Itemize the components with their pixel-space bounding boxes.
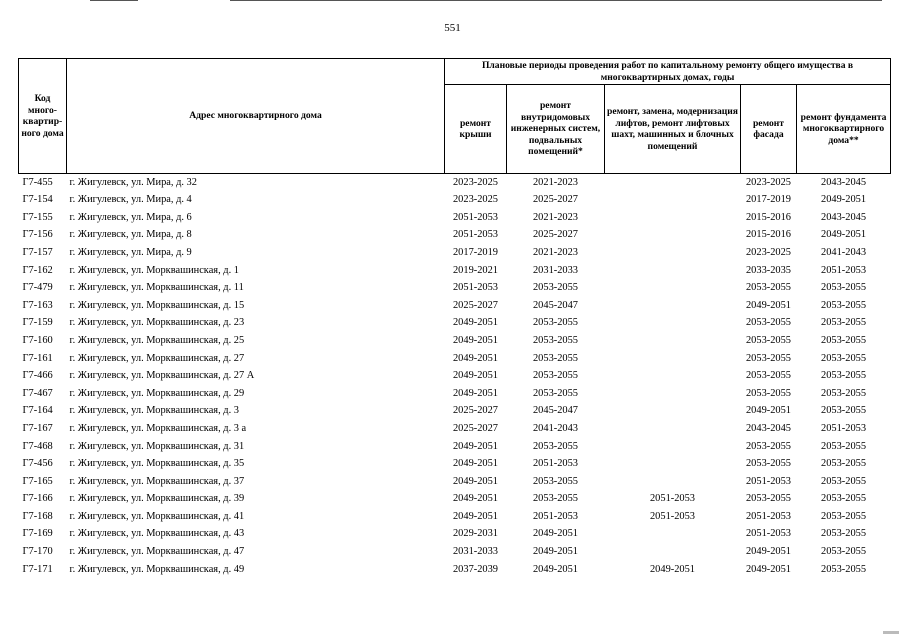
cell-engineering: 2045-2047 [532, 299, 579, 311]
cell-code: Г7-169 [22, 528, 53, 540]
table-row [19, 491, 891, 509]
table-row [19, 297, 891, 315]
cell-code: Г7-157 [22, 246, 53, 258]
cell-facade: 2053-2055 [745, 317, 792, 329]
cell-roof: 2049-2051 [452, 370, 499, 382]
cell-foundation: 2041-2043 [821, 246, 867, 258]
cell-facade: 2023-2025 [745, 246, 792, 258]
cell-code: Г7-156 [22, 229, 53, 241]
cell-address: г. Жигулевск, ул. Морквашинская, д. 29 [69, 387, 245, 399]
cell-foundation: 2053-2055 [821, 528, 867, 540]
table-row [19, 350, 891, 368]
cell-roof: 2049-2051 [452, 475, 499, 487]
cell-engineering: 2053-2055 [532, 387, 579, 399]
cell-engineering: 2025-2027 [532, 194, 579, 206]
cell-foundation: 2053-2055 [821, 563, 867, 575]
cell-engineering: 2031-2033 [532, 264, 579, 276]
cell-foundation: 2049-2051 [821, 194, 867, 206]
table-body [19, 174, 891, 579]
cell-code: Г7-468 [22, 440, 53, 452]
cell-roof: 2049-2051 [452, 317, 499, 329]
cell-engineering: 2053-2055 [532, 475, 579, 487]
cell-roof: 2049-2051 [452, 440, 499, 452]
cell-foundation: 2053-2055 [821, 493, 867, 505]
cell-roof: 2049-2051 [452, 352, 499, 364]
cell-address: г. Жигулевск, ул. Морквашинская, д. 25 [69, 334, 245, 346]
cell-lifts [605, 262, 741, 280]
table-row [19, 262, 891, 280]
header-foundation: ремонт фундамента многоквартирного дома** [797, 85, 891, 174]
cell-roof: 2049-2051 [452, 387, 499, 399]
cell-lifts [605, 244, 741, 262]
cell-code: Г7-165 [22, 475, 53, 487]
cell-roof: 2051-2053 [452, 229, 499, 241]
cell-code: Г7-466 [22, 370, 53, 382]
cell-lifts [605, 332, 741, 350]
cell-roof: 2017-2019 [452, 246, 499, 258]
cell-address: г. Жигулевск, ул. Мира, д. 32 [69, 176, 197, 188]
header-periods-group: Плановые периоды проведения работ по капитальному ремонту общего имущества в многоквартирных домах, годы [445, 59, 891, 85]
cell-foundation: 2053-2055 [821, 370, 867, 382]
cell-address: г. Жигулевск, ул. Мира, д. 9 [69, 246, 192, 258]
cell-lifts [605, 315, 741, 333]
table-row [19, 456, 891, 474]
cell-facade: 2053-2055 [745, 493, 792, 505]
table-row [19, 332, 891, 350]
cell-foundation: 2053-2055 [821, 475, 867, 487]
cell-engineering: 2021-2023 [532, 176, 579, 188]
cell-foundation: 2053-2055 [821, 510, 867, 522]
cell-code: Г7-479 [22, 282, 53, 294]
cell-address: г. Жигулевск, ул. Морквашинская, д. 49 [69, 563, 245, 575]
top-rule-left [90, 0, 138, 1]
cell-engineering: 2053-2055 [532, 282, 579, 294]
cell-engineering: 2041-2043 [532, 422, 579, 434]
cell-code: Г7-164 [22, 405, 53, 417]
cell-engineering: 2045-2047 [532, 405, 579, 417]
cell-foundation: 2049-2051 [821, 229, 867, 241]
table-row [19, 280, 891, 298]
cell-code: Г7-160 [22, 334, 53, 346]
cell-facade: 2043-2045 [745, 422, 792, 434]
cell-foundation: 2053-2055 [821, 352, 867, 364]
cell-address: г. Жигулевск, ул. Морквашинская, д. 15 [69, 299, 245, 311]
cell-facade: 2049-2051 [745, 546, 792, 558]
cell-foundation: 2053-2055 [821, 387, 867, 399]
cell-foundation: 2053-2055 [821, 440, 867, 452]
cell-facade: 2015-2016 [745, 229, 792, 241]
cell-facade: 2023-2025 [745, 176, 792, 188]
cell-engineering: 2051-2053 [532, 510, 579, 522]
header-lifts: ремонт, замена, модернизация лифтов, ремонт лифтовых шахт, машинных и блочных помещений [605, 85, 741, 174]
table-row [19, 174, 891, 192]
cell-facade: 2053-2055 [745, 334, 792, 346]
cell-address: г. Жигулевск, ул. Морквашинская, д. 23 [69, 317, 245, 329]
cell-address: г. Жигулевск, ул. Морквашинская, д. 3 [69, 405, 239, 417]
table-row [19, 315, 891, 333]
cell-lifts [605, 209, 741, 227]
cell-roof: 2031-2033 [452, 546, 499, 558]
cell-roof: 2049-2051 [452, 510, 499, 522]
cell-facade: 2051-2053 [745, 475, 792, 487]
cell-address: г. Жигулевск, ул. Мира, д. 6 [69, 211, 192, 223]
cell-foundation: 2053-2055 [821, 458, 867, 470]
cell-engineering: 2021-2023 [532, 211, 579, 223]
cell-engineering: 2051-2053 [532, 458, 579, 470]
cell-lifts [605, 368, 741, 386]
cell-facade: 2053-2055 [745, 458, 792, 470]
cell-address: г. Жигулевск, ул. Морквашинская, д. 1 [69, 264, 239, 276]
cell-code: Г7-155 [22, 211, 53, 223]
cell-lifts [605, 385, 741, 403]
cell-address: г. Жигулевск, ул. Морквашинская, д. 41 [69, 510, 245, 522]
cell-code: Г7-154 [22, 194, 53, 206]
cell-facade: 2015-2016 [745, 211, 792, 223]
cell-lifts [605, 227, 741, 245]
cell-facade: 2049-2051 [745, 299, 792, 311]
cell-engineering: 2053-2055 [532, 317, 579, 329]
header-facade: ремонт фасада [741, 85, 797, 174]
cell-facade: 2053-2055 [745, 282, 792, 294]
table-row [19, 473, 891, 491]
table-row [19, 508, 891, 526]
cell-lifts [605, 350, 741, 368]
cell-code: Г7-455 [22, 176, 53, 188]
cell-engineering: 2049-2051 [532, 546, 579, 558]
header-address: Адрес многоквартирного дома [67, 59, 445, 174]
cell-foundation: 2053-2055 [821, 546, 867, 558]
cell-roof: 2037-2039 [452, 563, 499, 575]
header-roof: ремонт крыши [445, 85, 507, 174]
cell-facade: 2017-2019 [745, 194, 792, 206]
cell-foundation: 2053-2055 [821, 282, 867, 294]
cell-facade: 2053-2055 [745, 387, 792, 399]
cell-lifts [605, 403, 741, 421]
cell-lifts [605, 526, 741, 544]
cell-facade: 2053-2055 [745, 370, 792, 382]
cell-address: г. Жигулевск, ул. Мира, д. 4 [69, 194, 192, 206]
cell-address: г. Жигулевск, ул. Морквашинская, д. 11 [69, 282, 244, 294]
page-number: 551 [444, 22, 461, 34]
top-rule-right [230, 0, 882, 1]
cell-facade: 2049-2051 [745, 405, 792, 417]
cell-address: г. Жигулевск, ул. Морквашинская, д. 37 [69, 475, 245, 487]
cell-facade: 2051-2053 [745, 528, 792, 540]
cell-address: г. Жигулевск, ул. Морквашинская, д. 27 А [69, 370, 255, 382]
table-row [19, 438, 891, 456]
cell-code: Г7-167 [22, 422, 53, 434]
cell-foundation: 2043-2045 [821, 176, 867, 188]
table-row [19, 368, 891, 386]
cell-facade: 2051-2053 [745, 510, 792, 522]
cell-address: г. Жигулевск, ул. Морквашинская, д. 31 [69, 440, 245, 452]
cell-address: г. Жигулевск, ул. Морквашинская, д. 47 [69, 546, 245, 558]
cell-address: г. Жигулевск, ул. Морквашинская, д. 43 [69, 528, 245, 540]
cell-roof: 2025-2027 [452, 422, 499, 434]
table-row [19, 192, 891, 210]
table-row [19, 244, 891, 262]
cell-address: г. Жигулевск, ул. Морквашинская, д. 27 [69, 352, 245, 364]
cell-lifts [605, 420, 741, 438]
cell-lifts [605, 280, 741, 298]
cell-engineering: 2053-2055 [532, 440, 579, 452]
table-row [19, 561, 891, 579]
cell-engineering: 2053-2055 [532, 334, 579, 346]
cell-facade: 2033-2035 [745, 264, 792, 276]
cell-lifts [605, 297, 741, 315]
table-row [19, 227, 891, 245]
cell-foundation: 2053-2055 [821, 299, 867, 311]
table-row [19, 209, 891, 227]
cell-engineering: 2049-2051 [532, 528, 579, 540]
cell-address: г. Жигулевск, ул. Мира, д. 8 [69, 229, 192, 241]
cell-roof: 2019-2021 [452, 264, 499, 276]
cell-engineering: 2025-2027 [532, 229, 579, 241]
cell-lifts [605, 438, 741, 456]
cell-roof: 2051-2053 [452, 282, 499, 294]
cell-address: г. Жигулевск, ул. Морквашинская, д. 3 а [69, 422, 247, 434]
cell-foundation: 2051-2053 [821, 264, 867, 276]
cell-engineering: 2021-2023 [532, 246, 579, 258]
cell-lifts [605, 192, 741, 210]
table-row [19, 403, 891, 421]
cell-address: г. Жигулевск, ул. Морквашинская, д. 35 [69, 458, 245, 470]
cell-code: Г7-161 [22, 352, 53, 364]
cell-code: Г7-162 [22, 264, 53, 276]
cell-lifts: 2049-2051 [649, 563, 696, 575]
cell-lifts [605, 473, 741, 491]
cell-roof: 2049-2051 [452, 458, 499, 470]
cell-roof: 2025-2027 [452, 405, 499, 417]
cell-lifts [605, 543, 741, 561]
cell-code: Г7-166 [22, 493, 53, 505]
cell-roof: 2023-2025 [452, 194, 499, 206]
cell-roof: 2023-2025 [452, 176, 499, 188]
cell-roof: 2025-2027 [452, 299, 499, 311]
cell-code: Г7-159 [22, 317, 53, 329]
cell-foundation: 2053-2055 [821, 405, 867, 417]
cell-roof: 2051-2053 [452, 211, 499, 223]
header-engineering: ремонт внутридомовых инженерных систем, подвальных помещений* [507, 85, 605, 174]
table-row [19, 385, 891, 403]
cell-foundation: 2043-2045 [821, 211, 867, 223]
cell-engineering: 2049-2051 [532, 563, 579, 575]
cell-facade: 2053-2055 [745, 352, 792, 364]
cell-lifts: 2051-2053 [649, 493, 696, 505]
cell-foundation: 2053-2055 [821, 317, 867, 329]
cell-code: Г7-170 [22, 546, 53, 558]
cell-engineering: 2053-2055 [532, 493, 579, 505]
cell-roof: 2049-2051 [452, 493, 499, 505]
cell-facade: 2053-2055 [745, 440, 792, 452]
cell-code: Г7-168 [22, 510, 53, 522]
table-row [19, 420, 891, 438]
table-row [19, 526, 891, 544]
cell-engineering: 2053-2055 [532, 370, 579, 382]
cell-code: Г7-467 [22, 387, 53, 399]
cell-lifts [605, 174, 741, 192]
cell-code: Г7-456 [22, 458, 53, 470]
table-row [19, 543, 891, 561]
cell-engineering: 2053-2055 [532, 352, 579, 364]
cell-facade: 2049-2051 [745, 563, 792, 575]
cell-code: Г7-163 [22, 299, 53, 311]
cell-address: г. Жигулевск, ул. Морквашинская, д. 39 [69, 493, 245, 505]
cell-lifts: 2051-2053 [649, 510, 696, 522]
cell-code: Г7-171 [22, 563, 53, 575]
cell-roof: 2049-2051 [452, 334, 499, 346]
cell-foundation: 2051-2053 [821, 422, 867, 434]
header-code: Код много-квартир-ного дома [19, 59, 67, 174]
cell-roof: 2029-2031 [452, 528, 499, 540]
cell-lifts [605, 456, 741, 474]
cell-foundation: 2053-2055 [821, 334, 867, 346]
capital-repair-table [18, 58, 891, 579]
